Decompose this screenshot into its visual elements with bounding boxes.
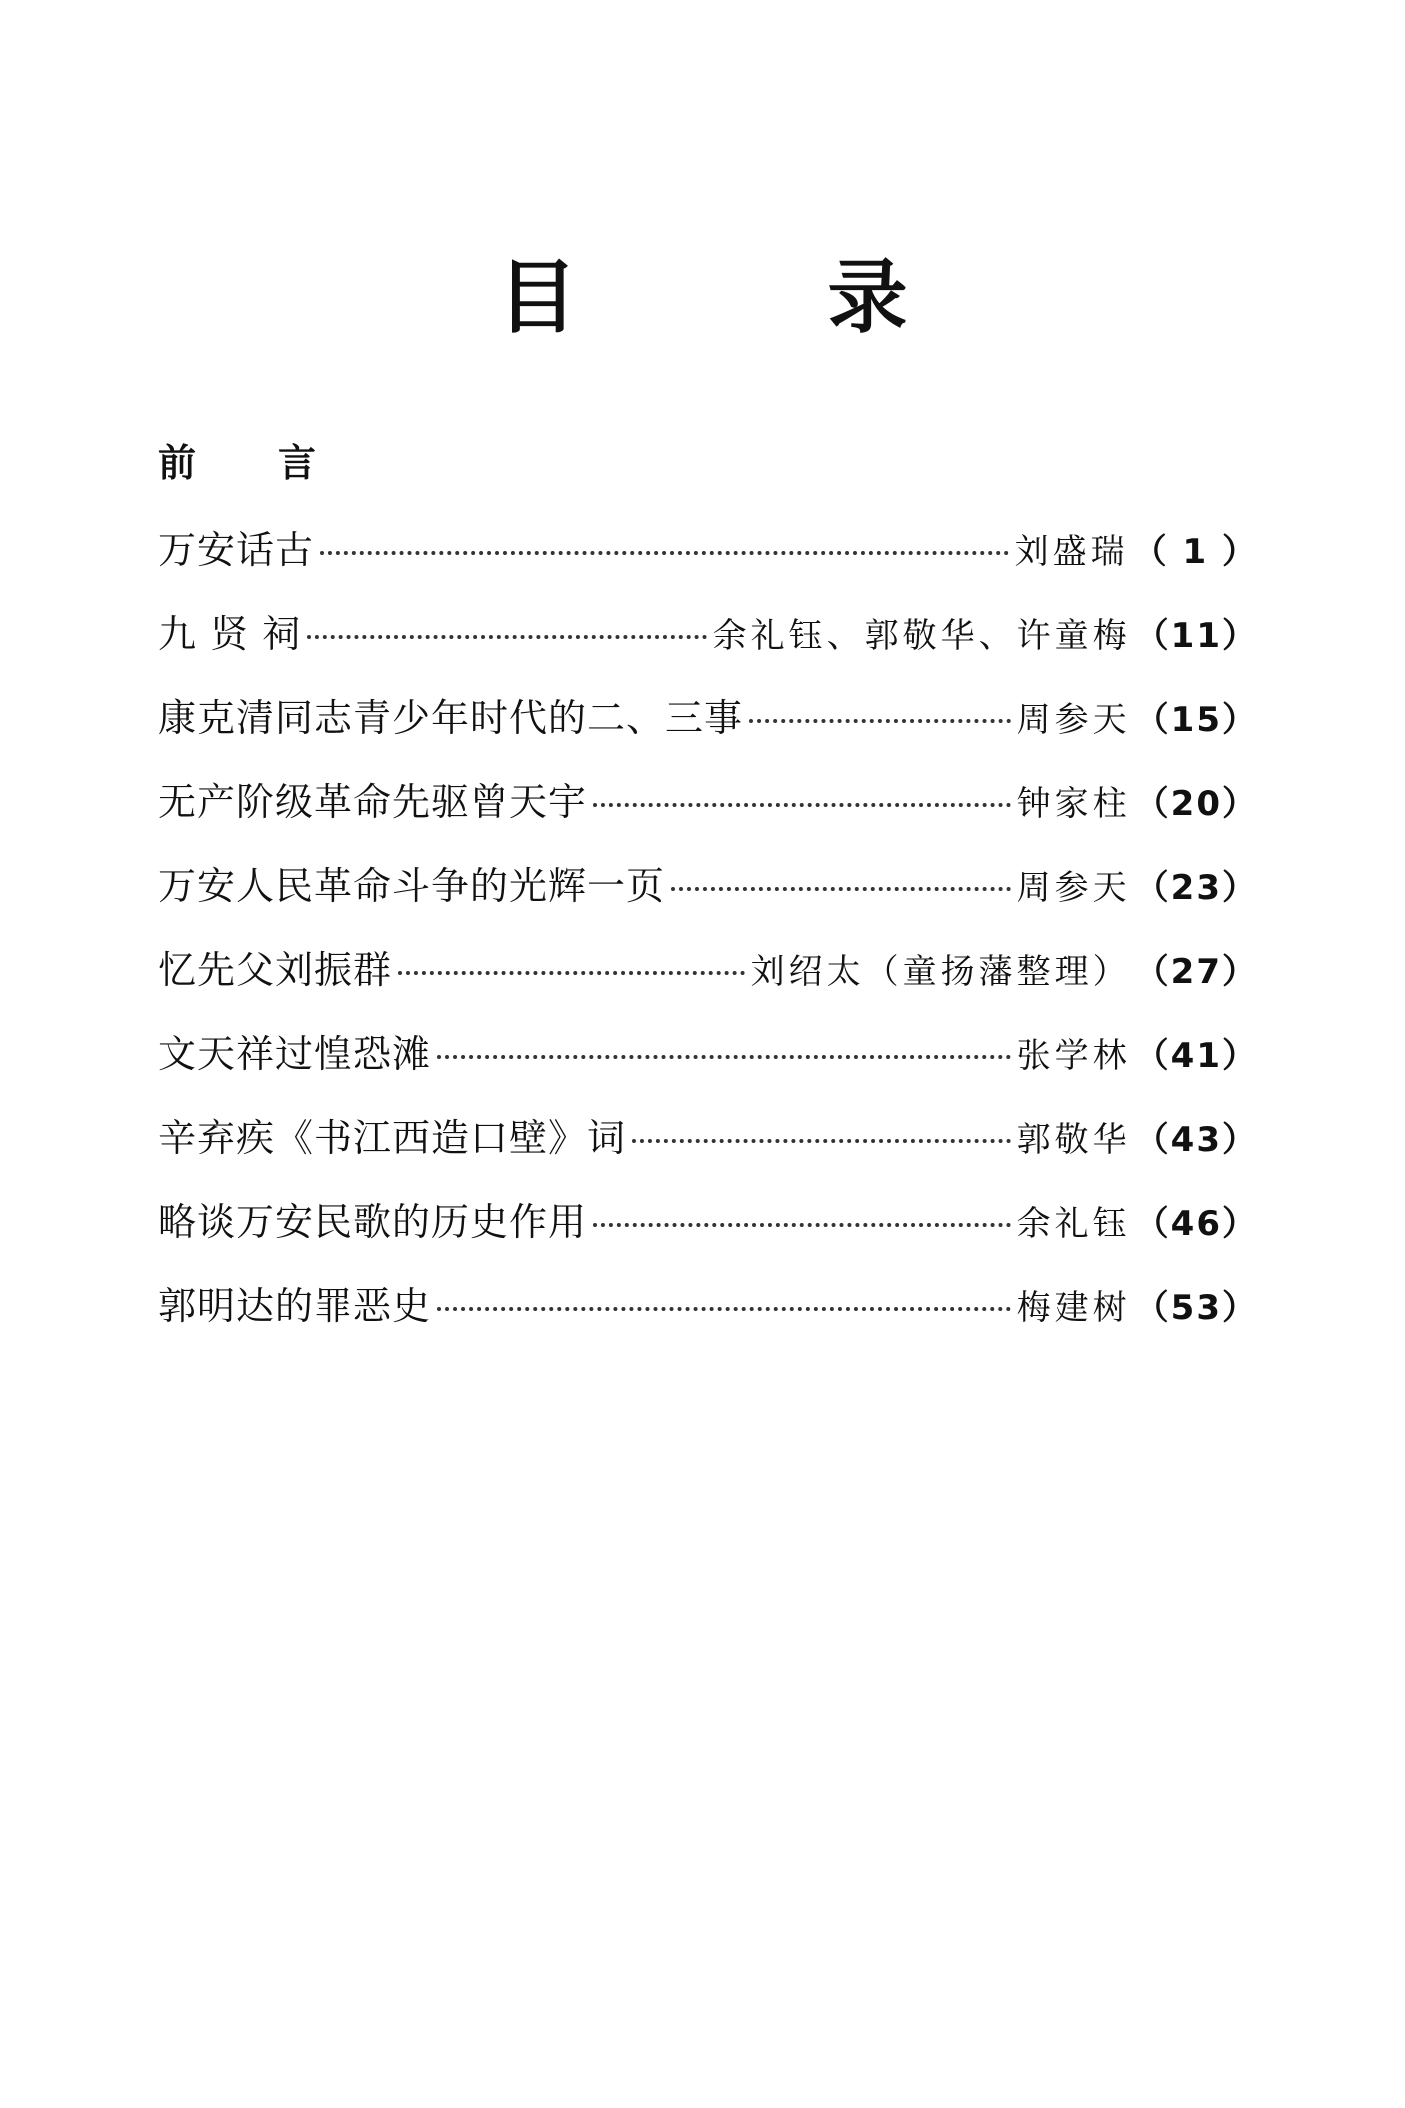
- page-title-char-2: 录: [827, 251, 908, 344]
- entry-page-number: （41）: [1134, 1036, 1258, 1076]
- toc-entry[interactable]: [158, 1276, 1258, 1360]
- entry-page-number: （43）: [1134, 1120, 1258, 1160]
- entry-author: 余礼钰、郭敬华、许童梅: [712, 616, 1131, 656]
- entry-title: 九 贤 祠: [158, 612, 302, 656]
- dot-leader: [437, 1303, 1011, 1311]
- entry-page-number: （15）: [1134, 700, 1258, 740]
- dot-leader: [307, 631, 707, 639]
- entry-title: 万安人民革命斗争的光辉一页: [158, 864, 666, 908]
- entry-author: 郭敬华: [1016, 1120, 1131, 1160]
- dot-leader: [632, 1135, 1011, 1143]
- entry-author: 张学林: [1016, 1036, 1131, 1076]
- entry-author: 周参天: [1016, 868, 1131, 908]
- toc-list: [158, 520, 1258, 1360]
- dot-leader: [593, 799, 1011, 807]
- dot-leader: [671, 883, 1011, 891]
- entry-author: 刘绍太（童扬藩整理）: [750, 952, 1131, 992]
- entry-page-number: （53）: [1134, 1288, 1258, 1328]
- entry-author: 余礼钰: [1016, 1204, 1131, 1244]
- entry-title: 略谈万安民歌的历史作用: [158, 1200, 588, 1244]
- toc-entry[interactable]: [158, 772, 1258, 856]
- preface-char-1: 前: [158, 441, 197, 485]
- toc-entry[interactable]: [158, 520, 1258, 604]
- entry-page-number: （ 1 ）: [1132, 532, 1258, 572]
- toc-entry[interactable]: [158, 604, 1258, 688]
- dot-leader: [593, 1219, 1011, 1227]
- entry-page-number: （23）: [1134, 868, 1258, 908]
- toc-entry[interactable]: [158, 688, 1258, 772]
- preface-link[interactable]: [158, 438, 316, 488]
- entry-page-number: （46）: [1134, 1204, 1258, 1244]
- toc-entry[interactable]: [158, 940, 1258, 1024]
- dot-leader: [437, 1051, 1011, 1059]
- entry-author: 刘盛瑞: [1014, 532, 1129, 572]
- entry-page-number: （20）: [1134, 784, 1258, 824]
- entry-title: 辛弃疾《书江西造口壁》词: [158, 1116, 627, 1160]
- entry-title: 万安话古: [158, 528, 315, 572]
- entry-author: 钟家柱: [1016, 784, 1131, 824]
- entry-title: 无产阶级革命先驱曾天宇: [158, 780, 588, 824]
- preface-char-2: 言: [278, 441, 317, 485]
- entry-title: 忆先父刘振群: [158, 948, 393, 992]
- toc-entry[interactable]: [158, 1108, 1258, 1192]
- page-title-char-1: 目: [497, 251, 578, 344]
- entry-title: 郭明达的罪恶史: [158, 1284, 432, 1328]
- entry-author: 周参天: [1016, 700, 1131, 740]
- toc-entry[interactable]: [158, 1192, 1258, 1276]
- entry-page-number: （11）: [1134, 616, 1258, 656]
- entry-title: 文天祥过惶恐滩: [158, 1032, 432, 1076]
- dot-leader: [749, 715, 1011, 723]
- toc-entry[interactable]: [158, 1024, 1258, 1108]
- dot-leader: [398, 967, 745, 975]
- page-title: [0, 250, 1405, 346]
- entry-page-number: （27）: [1134, 952, 1258, 992]
- entry-title: 康克清同志青少年时代的二、三事: [158, 696, 744, 740]
- entry-author: 梅建树: [1016, 1288, 1131, 1328]
- toc-entry[interactable]: [158, 856, 1258, 940]
- dot-leader: [320, 547, 1009, 555]
